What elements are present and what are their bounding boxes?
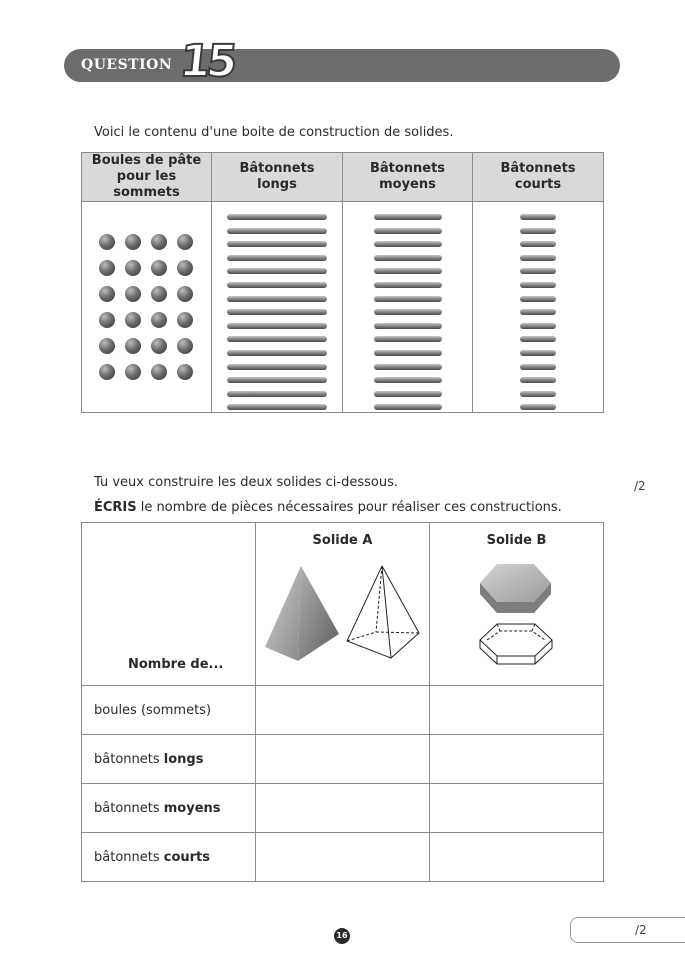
answer-courts-solid-b[interactable] [430,833,604,882]
long-stick [227,336,327,342]
short-stick [520,404,556,410]
dough-ball [151,260,167,276]
medium-stick [374,228,442,234]
medium-stick [374,364,442,370]
short-stick [520,268,556,274]
dough-ball [151,338,167,354]
wire-pyramid-icon [347,566,419,658]
medium-stick [374,323,442,329]
dough-ball [125,286,141,302]
long-stick [227,364,327,370]
long-stick [227,309,327,315]
nombre-de-label: Nombre de... [128,657,224,672]
short-stick [520,255,556,261]
medium-stick [374,268,442,274]
solid-hexagonal-prism-icon [480,564,551,613]
task-line-2: ÉCRIS le nombre de pièces nécessaires pour réaliser ces constructions. [94,500,562,515]
solid-a-cell [256,523,430,686]
question-number: 15 [177,36,236,87]
short-stick [520,377,556,383]
dough-ball [177,286,193,302]
long-stick [227,350,327,356]
medium-sticks-cell [343,202,473,413]
short-sticks [473,214,603,410]
header-boules: Boules de pâte pour les sommets [82,153,212,202]
medium-stick [374,296,442,302]
medium-stick [374,214,442,220]
short-stick [520,296,556,302]
header-batonnets-courts: Bâtonnets courts [473,153,604,202]
answer-boules-solid-b[interactable] [430,686,604,735]
answer-moyens-solid-b[interactable] [430,784,604,833]
dough-ball [99,234,115,250]
answer-longs-solid-a[interactable] [256,735,430,784]
dough-ball [177,364,193,380]
dough-ball [125,234,141,250]
wire-hexagonal-prism-icon [480,624,552,664]
long-stick [227,296,327,302]
short-stick [520,323,556,329]
dough-ball [151,364,167,380]
short-stick [520,241,556,247]
row-label-boules: boules (sommets) [82,686,256,735]
dough-ball [177,312,193,328]
dough-ball [125,338,141,354]
score-box [570,917,685,943]
long-stick [227,214,327,220]
score-mid: /2 [634,479,646,493]
dough-ball [99,260,115,276]
solid-b-cell [430,523,604,686]
short-sticks-cell [473,202,604,413]
task-line-1: Tu veux construire les deux solides ci-dessous. [94,475,398,490]
long-stick [227,282,327,288]
short-stick [520,336,556,342]
solid-a-title: Solide A [312,533,373,548]
dough-ball [151,234,167,250]
long-stick [227,391,327,397]
dough-ball [177,234,193,250]
construction-box-table [81,152,604,413]
solid-b-title: Solide B [486,533,547,548]
dough-ball [151,286,167,302]
answer-table [81,522,604,882]
solid-pyramid-icon [265,566,339,661]
short-stick [520,350,556,356]
short-stick [520,391,556,397]
medium-stick [374,309,442,315]
dough-ball [125,260,141,276]
dough-ball [99,286,115,302]
short-stick [520,282,556,288]
balls-grid [99,234,211,380]
short-stick [520,309,556,315]
medium-stick [374,404,442,410]
balls-cell [82,202,212,413]
long-stick [227,255,327,261]
medium-stick [374,241,442,247]
answer-courts-solid-a[interactable] [256,833,430,882]
dough-ball [99,312,115,328]
medium-stick [374,336,442,342]
medium-stick [374,377,442,383]
short-stick [520,214,556,220]
header-batonnets-longs: Bâtonnets longs [212,153,343,202]
question-label: QUESTION [81,57,173,73]
dough-ball [125,364,141,380]
long-stick [227,268,327,274]
dough-ball [99,338,115,354]
row-label-longs: bâtonnets longs [82,735,256,784]
long-sticks-cell [212,202,343,413]
medium-sticks [343,214,472,410]
medium-stick [374,282,442,288]
dough-ball [177,260,193,276]
dough-ball [125,312,141,328]
dough-ball [177,338,193,354]
long-stick [227,377,327,383]
long-sticks [212,214,342,410]
medium-stick [374,255,442,261]
intro-text: Voici le contenu d'une boite de construction de solides. [94,125,454,140]
score-bottom: /2 [635,923,647,937]
answer-boules-solid-a[interactable] [256,686,430,735]
row-label-courts: bâtonnets courts [82,833,256,882]
header-batonnets-moyens: Bâtonnets moyens [343,153,473,202]
long-stick [227,241,327,247]
nombre-de-cell [82,523,256,686]
row-label-moyens: bâtonnets moyens [82,784,256,833]
page-number: 16 [334,928,350,944]
long-stick [227,323,327,329]
long-stick [227,228,327,234]
dough-ball [99,364,115,380]
short-stick [520,228,556,234]
dough-ball [151,312,167,328]
long-stick [227,404,327,410]
hexagonal-prism-illustration [431,559,603,684]
pyramid-illustration [257,561,429,681]
answer-moyens-solid-a[interactable] [256,784,430,833]
medium-stick [374,350,442,356]
medium-stick [374,391,442,397]
answer-longs-solid-b[interactable] [430,735,604,784]
short-stick [520,364,556,370]
